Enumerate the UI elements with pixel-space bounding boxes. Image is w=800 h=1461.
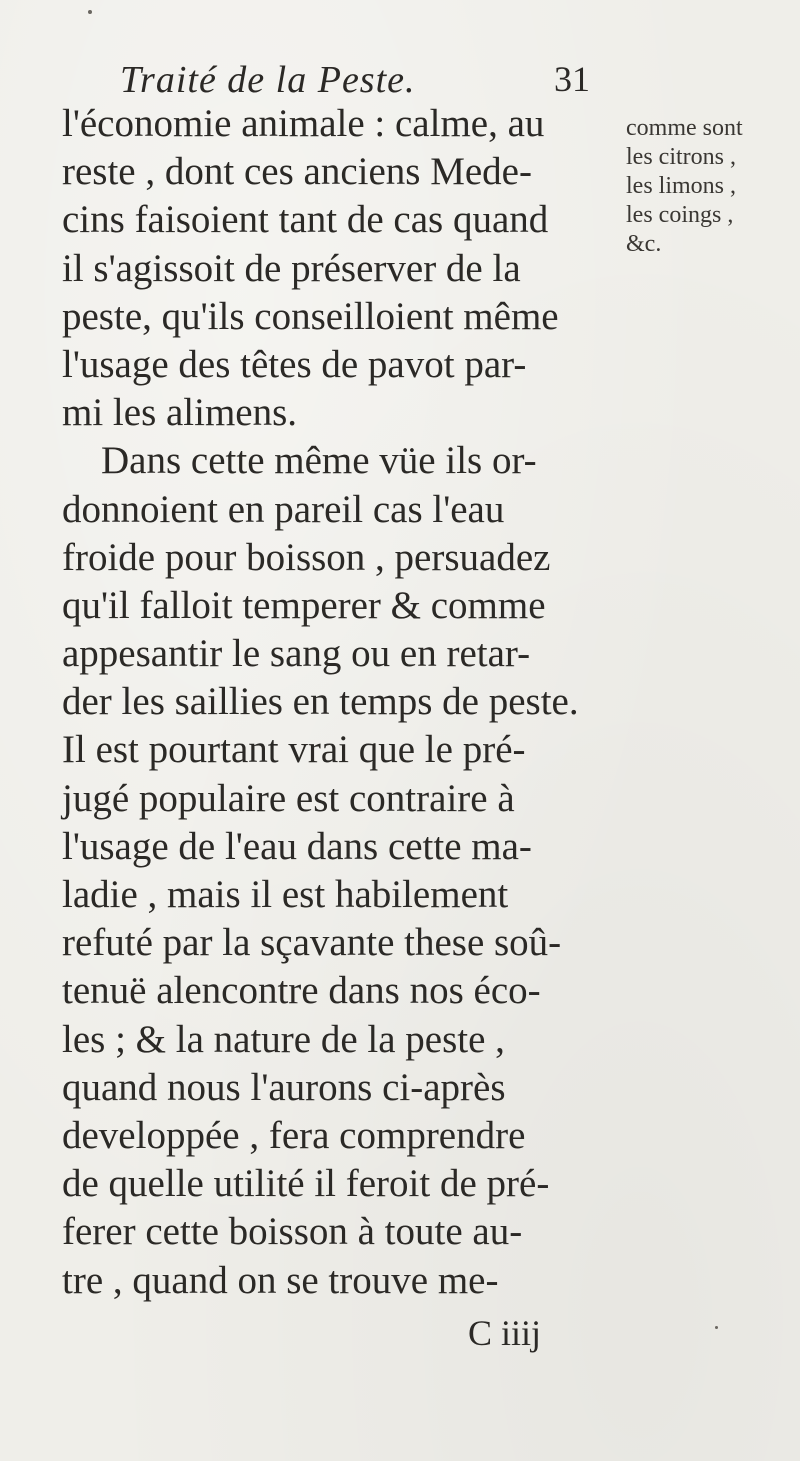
text-line: l'usage de l'eau dans cette ma- [62,824,532,868]
text-line: ferer cette boisson à toute au- [62,1210,523,1254]
margin-note [626,114,796,259]
margin-note-line: comme sont [626,115,743,141]
ink-speck [88,10,92,14]
text-line: peste, qu'ils conseilloient même [62,294,559,338]
text-line: donnoient en pareil cas l'eau [62,487,505,531]
text-line: ladie , mais il est habilement [62,873,509,916]
text-line: developpée , fera comprendre [62,1113,526,1157]
text-line: appesantir le sang ou en retar- [62,632,531,676]
margin-note-line: les limons , [626,173,737,199]
text-line: mi les alimens. [62,391,298,435]
text-line: refuté par la sçavante these soû- [62,921,562,965]
margin-note-line: les citrons , [626,144,736,170]
text-line: quand nous l'aurons ci-après [62,1065,506,1109]
signature-mark: C iiij [468,1313,542,1353]
text-line: jugé populaire est contraire à [62,776,515,820]
text-line: tre , quand on se trouve me- [62,1258,499,1302]
text-line: froide pour boisson , persuadez [62,535,551,579]
running-title: Traité de la Peste. [120,59,416,101]
text-line: qu'il falloit temperer & comme [62,583,546,627]
body-text [62,100,622,1305]
text-line: cins faisoient tant de cas quand [62,198,549,242]
text-line: Il est pourtant vrai que le pré- [62,728,526,772]
text-line: les ; & la nature de la peste , [62,1017,505,1061]
text-line: de quelle utilité il feroit de pré- [62,1162,550,1206]
margin-note-line: les coings , [626,202,734,228]
text-line: l'usage des têtes de pavot par- [62,342,527,386]
text-line: tenuë alencontre dans nos éco- [62,969,541,1013]
text-line: l'économie animale : calme, au [62,102,545,145]
text-line: il s'agissoit de préserver de la [62,246,521,290]
margin-note-line: &c. [626,231,662,257]
page-number: 31 [554,59,590,99]
text-line: reste , dont ces anciens Mede- [62,150,532,194]
running-head [120,58,600,101]
text-line: Dans cette même vüe ils or- [62,439,537,483]
ink-speck [715,1326,718,1329]
text-line: der les saillies en temps de peste. [62,680,579,724]
